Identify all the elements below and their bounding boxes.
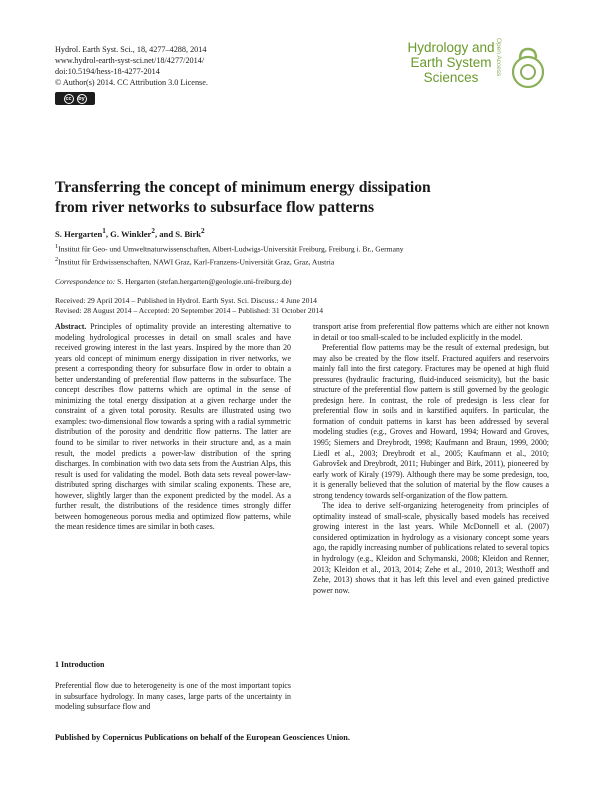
journal-logo-text xyxy=(405,40,497,85)
publisher-footer: Published by Copernicus Publications on behalf of the European Geosciences Union. xyxy=(55,733,350,742)
section-heading-introduction: 1 Introduction xyxy=(55,660,105,669)
citation-header xyxy=(55,44,208,88)
author-name: , and S. Birk xyxy=(154,228,202,239)
doi-line[interactable]: doi:10.5194/hess-18-4277-2014 xyxy=(55,67,160,76)
introduction-text xyxy=(55,681,291,713)
right-column xyxy=(313,322,549,596)
affiliation-text: Institut für Erdwissenschaften, NAWI Graz, Karl-Franzens-Universität Graz, Graz, Austria xyxy=(58,257,335,267)
cc-license-badge[interactable] xyxy=(55,92,95,105)
journal-logo-line: Earth System xyxy=(410,55,492,70)
affiliation-mark: 2 xyxy=(55,255,59,263)
affiliations xyxy=(55,242,404,267)
paper-title-line: from river networks to subsurface flow patterns xyxy=(55,199,375,216)
correspondence-email[interactable]: S. Hergarten (stefan.hergarten@geologie.uni-freiburg.de) xyxy=(115,277,292,286)
paper-title-line: Transferring the concept of minimum energy dissipation xyxy=(55,179,431,196)
author-list xyxy=(55,227,205,239)
journal-logo-line: Sciences xyxy=(423,70,479,85)
copyright-line: © Author(s) 2014. CC Attribution 3.0 License. xyxy=(55,78,208,87)
author-affiliation-mark: 2 xyxy=(151,227,155,235)
abstract-text: Principles of optimality provide an interesting alternative to modeling hydrological processes in detail on small scales and have received growing interest in the last years. Inspired by the more than 20 years old concept of minimum energy dissipation in river networks, we present a corresponding theory for subsurface flow in order to obtain a better understanding of preferential flow patterns in the subsurface. The concept describes flow patterns which are optimal in the sense of minimizing the total energy dissipation at a given recharge under the constraint of a given total porosity. Results are illustrated using two examples: two-dimensional flow towards a spring with a radial symmetric distribution of the porosity and dendritic flow patterns. The latter are found to be similar to river networks in their structure and, as a main result, the model predicts a power-law distribution of the spring discharges. In combination with two data sets from the Austrian Alps, this result is used for validating the model. Both data sets reveal power-law-distributed spring discharges with similar scaling exponents. These are, however, slightly larger than the exponent predicted by the model. As a further result, the distributions of the residence times strongly differ between homogeneous porous media and optimized flow patterns, while the mean residence times are similar in both cases. xyxy=(55,322,291,532)
dates-line: Revised: 28 August 2014 – Accepted: 20 September 2014 – Published: 31 October 2014 xyxy=(55,306,324,316)
body-paragraph: transport arise from preferential flow patterns which are either not known in detail or too small-scaled to be included explicitly in the model. xyxy=(313,322,549,342)
abstract-paragraph xyxy=(55,322,291,533)
affiliation-line xyxy=(55,242,404,255)
citation-line: Hydrol. Earth Syst. Sci., 18, 4277–4288, 2014 xyxy=(55,45,207,54)
correspondence-label: Correspondence to: xyxy=(55,277,116,286)
body-paragraph: The idea to derive self-organizing heterogeneity from principles of optimality instead of small-scale, physically based models has received growing interest in the last years. While McDonnell et al. (2007) considered optimization in hydrology as a visionary concept some years ago, the rapidly increasing number of publications related to several topics in hydrology (e.g., Kleidon and Schymanski, 2008; Kleidon and Renner, 2013; Kleidon et al., 2013, 2014; Zehe et al., 2010, 2013; Westhoff and Zehe, 2013) shows that it has left this level and even gained predictive power now. xyxy=(313,501,549,595)
journal-logo-line: Hydrology and xyxy=(407,40,495,55)
affiliation-text: Institut für Geo- und Umweltnaturwissenschaften, Albert-Ludwigs-Universität Freiburg, Freiburg i. Br., Germany xyxy=(58,244,404,254)
body-paragraph: Preferential flow patterns may be the result of external predesign, but may also be created by the flow itself. Fractured aquifers and reservoirs mainly fall into the first category. Fractures may be opened at high fluid pressures (hydraulic fracturing, fluid-induced seismicity), but the basic structure of the preferential flow pattern is still governed by the geologic predesign here. In contrast, the role of predesign is less clear for preferential flow in soils and in karstified aquifers. In particular, the formation of conduit patterns in karst has been addressed by several modeling studies (e.g., Groves and Howard, 1994; Howard and Groves, 1995; Siemers and Dreybrodt, 1998; Kaufmann and Braun, 1999, 2000; Liedl et al., 2003; Dreybrodt et al., 2005; Kaufmann et al., 2010; Gabrovšek and Dreybrodt, 2011; Hubinger and Birk, 2011), pioneered by early work of Kiraly (1979). Although there may be some predesign, too, it is generally believed that the solution of material by the flow causes a strong tendency towards self-organization of the flow pattern. xyxy=(313,343,549,500)
author-name: S. Hergarten xyxy=(55,228,103,239)
abstract-label: Abstract. xyxy=(55,322,87,331)
author-affiliation-mark: 1 xyxy=(102,227,106,235)
introduction-paragraph: Preferential flow due to heterogeneity is one of the most important topics in subsurface hydrology. In many cases, large parts of the uncertainty in modeling subsurface flow and xyxy=(55,681,291,712)
affiliation-line xyxy=(55,255,404,268)
author-affiliation-mark: 2 xyxy=(201,227,205,235)
by-attribution-icon: by xyxy=(78,95,85,102)
publication-dates xyxy=(55,296,323,316)
open-access-globe-icon xyxy=(508,46,548,94)
open-access-label: Open Access xyxy=(495,38,502,77)
author-name: , G. Winkler xyxy=(105,228,152,239)
abstract xyxy=(55,322,291,533)
journal-url-link[interactable]: www.hydrol-earth-syst-sci.net/18/4277/2014/ xyxy=(55,56,205,65)
paper-title xyxy=(55,178,555,218)
dates-line: Received: 29 April 2014 – Published in Hydrol. Earth Syst. Sci. Discuss.: 4 June 2014 xyxy=(55,296,317,305)
affiliation-mark: 1 xyxy=(55,243,59,250)
cc-icon: cc xyxy=(65,95,72,102)
correspondence xyxy=(55,277,292,286)
